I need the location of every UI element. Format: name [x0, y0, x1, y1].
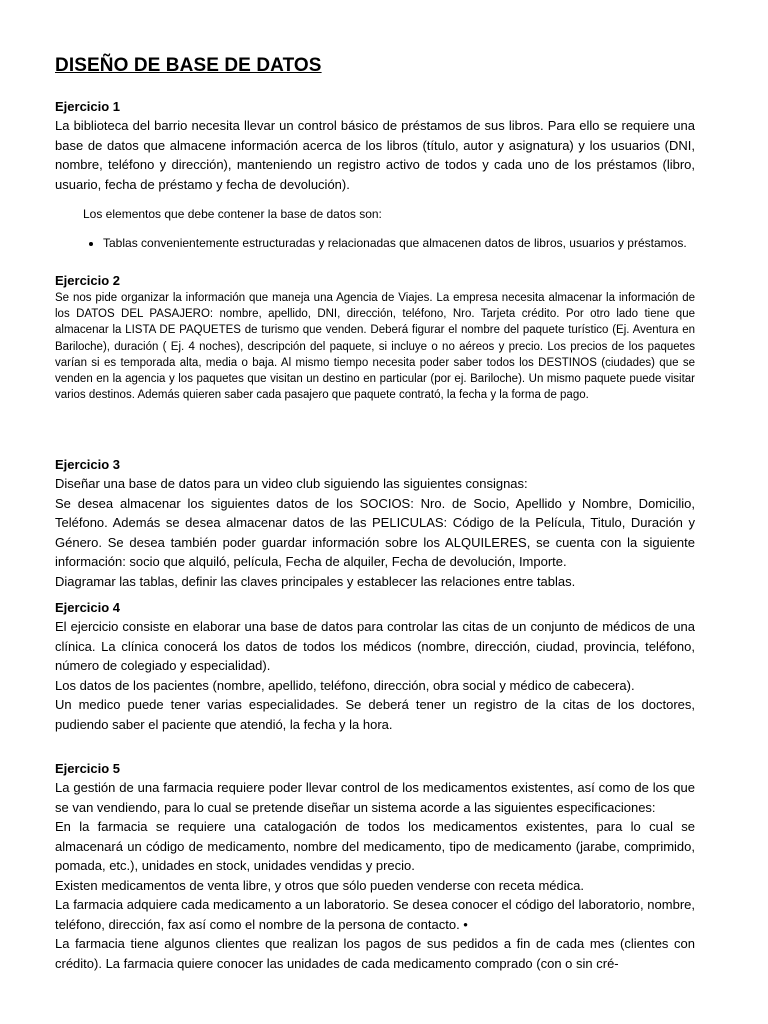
exercise-heading: Ejercicio 3 — [55, 457, 121, 472]
exercise-4 — [55, 598, 695, 734]
exercise-3 — [55, 455, 695, 591]
bullet-list — [55, 235, 695, 251]
exercise-subheading: Los elementos que debe contener la base de datos son: — [83, 207, 382, 221]
exercise-body: El ejercicio consiste en elaborar una base de datos para controlar las citas de un conjunto de médicos de una clínica. La clínica conocerá los datos de todos los médicos (nombre, dirección, ciudad, provincia, teléfono, número de colegiado y especialidad). Los datos de los pacientes (nombre, apellido, teléfono, dirección, obra social y médico de cabecera). Un medico puede tener varias especialidades. Se deberá tener un registro de la citas de los doctores, pudiendo saber el paciente que atendió, la fecha y la hora. — [55, 619, 695, 732]
bullet-item: • Tablas convenientemente estructuradas y relacionadas que almacenen datos de libros, usuarios y préstamos. — [103, 235, 695, 251]
exercise-heading: Ejercicio 1 — [55, 99, 121, 114]
exercise-2 — [55, 271, 695, 403]
exercise-heading: Ejercicio 4 — [55, 600, 121, 615]
exercise-body: Se nos pide organizar la información que maneja una Agencia de Viajes. La empresa necesita almacenar la información de los DATOS DEL PASAJERO: nombre, apellido, DNI, dirección, teléfono, Nro. Tarjeta crédito. Por otro lado tiene que almacenar la LISTA DE PAQUETES de turismo que venden. Deberá figurar el nombre del paquete turístico (Ej. Aventura en Bariloche), duración ( Ej. 4 noches), descripción del paquete, si incluye o no aéreos y precio. Los precios de los paquetes varían si es temporada alta, media o baja. Al mismo tiempo necesita poder saber todos los DESTINOS (ciudades) que se venden en la agencia y los paquetes que visitan un destino en particular (por ej. Bariloche). Un mismo paquete puede visitar varios destinos. Además quieren saber cada pasajero que paquete contrató, la fecha y la forma de pago. — [55, 292, 695, 402]
exercise-body: La biblioteca del barrio necesita llevar un control básico de préstamos de sus libros. Para ello se requiere una base de datos que almacene información acerca de los libros (título, autor y asignatura) y los usuarios (DNI, nombre, teléfono y dirección), manteniendo un registro activo de todos y cada uno de los préstamos (libro, usuario, fecha de préstamo y fecha de devolución). — [55, 118, 695, 192]
exercise-body: La gestión de una farmacia requiere poder llevar control de los medicamentos existentes, así como de los que se van vendiendo, para lo cual se pretende diseñar un sistema acorde a las siguientes especificaciones: En la farmacia se requiere una catalogación de todos los medicamentos existentes, para lo cual se almacenará un código de medicamento, nombre del medicamento, tipo de medicamento (jarabe, comprimido, pomada, etc.), unidades en stock, unidades vendidas y precio. Existen medicamentos de venta libre, y otros que sólo pueden venderse con receta médica. La farmacia adquiere cada medicamento a un laboratorio. Se desea conocer el código del laboratorio, nombre, teléfono, dirección, fax así como el nombre de la persona de contacto. • La farmacia tiene algunos clientes que realizan los pagos de sus pedidos a fin de cada mes (clientes con crédito). La farmacia quiere conocer las unidades de cada medicamento comprado (con o sin cré- — [55, 780, 695, 971]
exercise-5 — [55, 759, 695, 973]
exercise-heading: Ejercicio 2 — [55, 273, 121, 288]
exercise-heading: Ejercicio 5 — [55, 761, 121, 776]
exercise-1 — [55, 97, 695, 251]
document-title: DISEÑO DE BASE DE DATOS — [55, 55, 322, 76]
exercise-body: Diseñar una base de datos para un video club siguiendo las siguientes consignas: Se desea almacenar los siguientes datos de los SOCIOS: Nro. de Socio, Apellido y Nombre, Domicilio, Teléfono. Además se desea almacenar datos de las PELICULAS: Código de la Película, Titulo, Duración y Género. Se desea también poder guardar información sobre los ALQUILERES, se cuenta con la siguiente información: socio que alquiló, película, Fecha de alquiler, Fecha de devolución, Importe. Diagramar las tablas, definir las claves principales y establecer las relaciones entre tablas. — [55, 476, 695, 589]
